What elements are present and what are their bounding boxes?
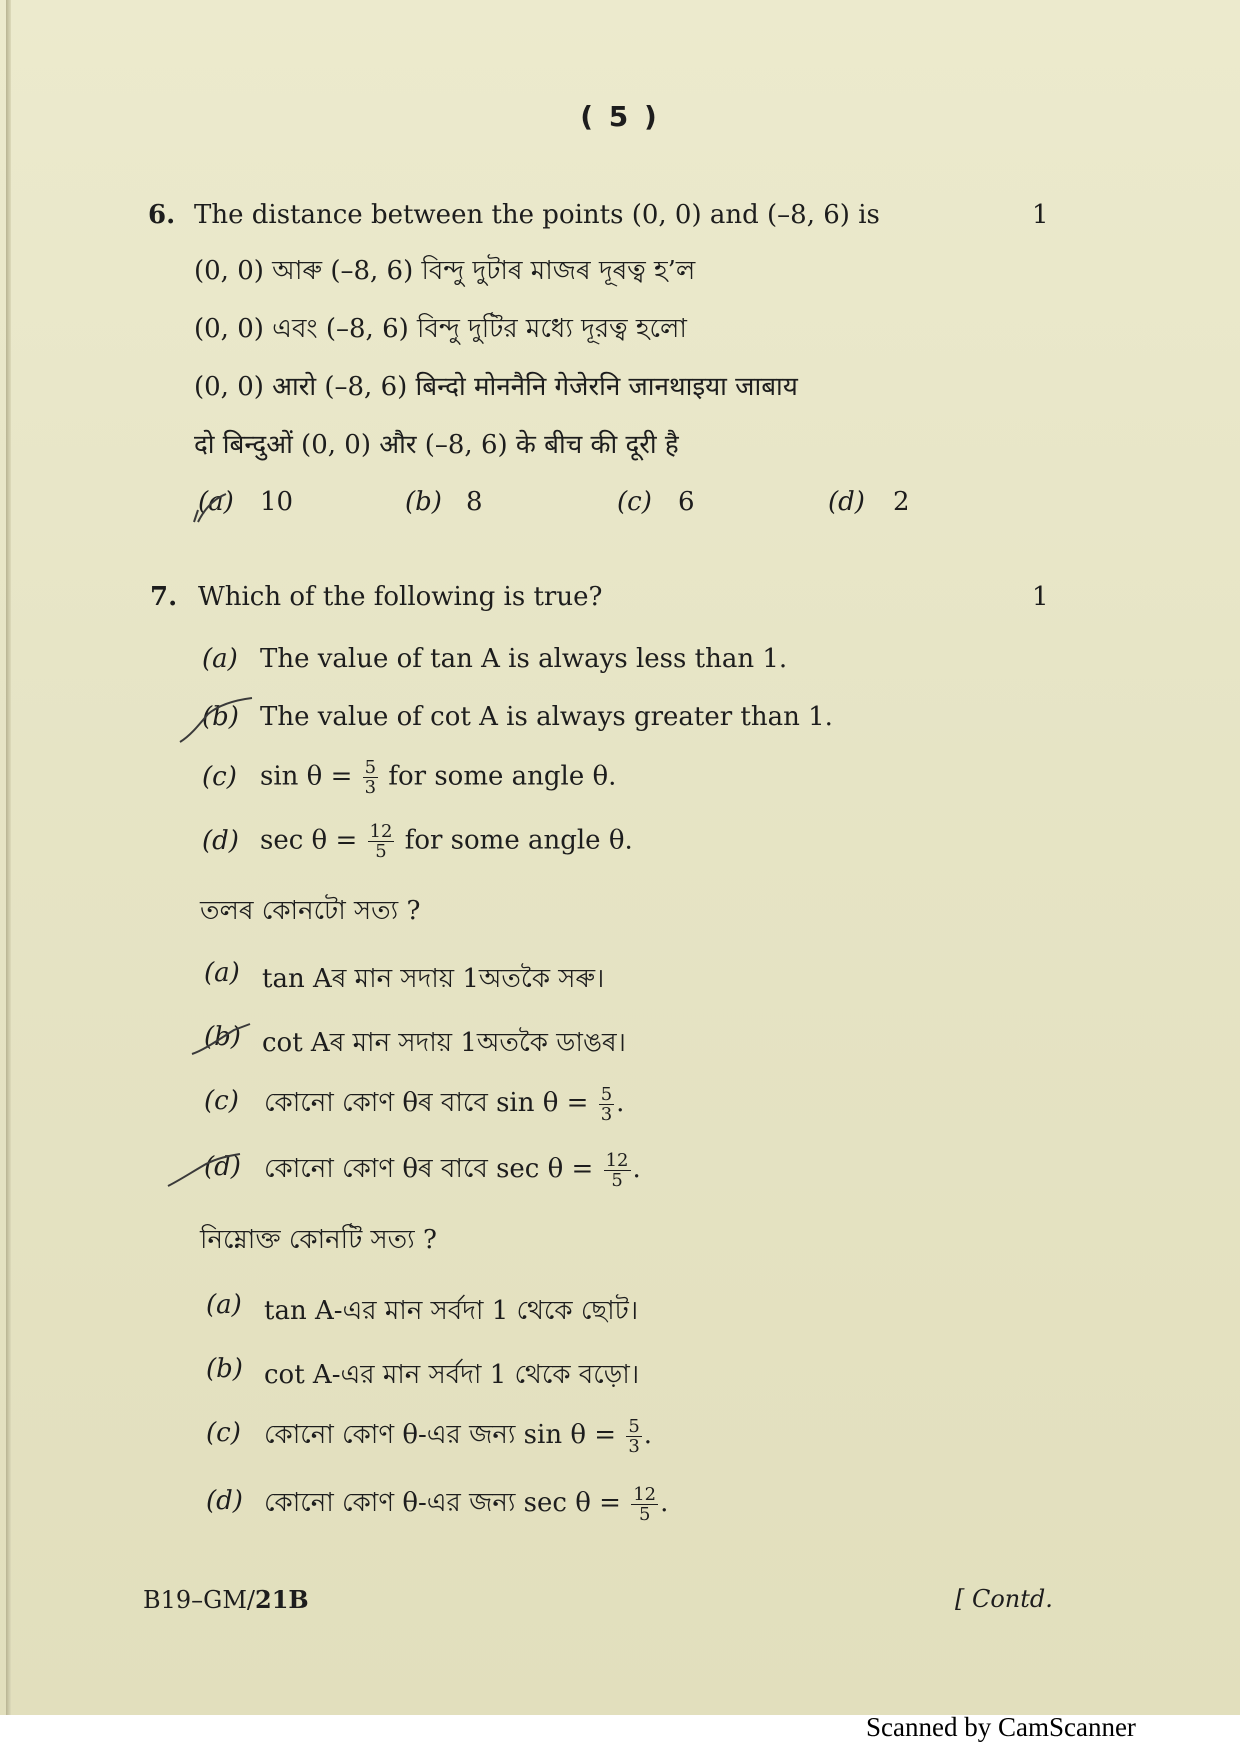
question-7-as-option-c-label: (c) [204, 1086, 239, 1116]
question-7-en-option-d-label: (d) [202, 826, 239, 856]
question-6-option-a-text: 10 [260, 487, 294, 517]
question-7-marks: 1 [1032, 582, 1049, 612]
question-7-as-option-b-label: (b) [204, 1022, 241, 1052]
question-7-bn-option-c-label: (c) [206, 1418, 241, 1448]
question-6-text-assamese: (0, 0) আৰু (–8, 6) বিন্দু দুটাৰ মাজৰ দূৰত্ব হ’ল [194, 256, 696, 286]
question-7-en-option-b-label: (b) [202, 702, 239, 732]
question-7-en-option-b-text: The value of cot A is always greater than 1. [260, 702, 833, 732]
question-6-option-d-label: (d) [828, 487, 865, 517]
question-7-bn-option-a-label: (a) [206, 1290, 242, 1320]
question-6-option-c-text: 6 [678, 487, 695, 517]
question-7-as-option-b-text: cot Aৰ মান সদায় 1অতকৈ ডাঙৰ। [262, 1028, 626, 1058]
question-7-as-option-d-label: (d) [204, 1152, 241, 1182]
question-6-option-a-label: (a) [198, 487, 234, 517]
question-7-bn-option-b-text: cot A-এর মান সর্বদা 1 থেকে বড়ো। [264, 1360, 640, 1390]
question-7-as-option-a-label: (a) [204, 958, 240, 988]
question-7-bn-option-b-label: (b) [206, 1354, 243, 1384]
fraction-5-over-3: $\frac{5}{3}$ [600, 1083, 613, 1125]
question-6-option-d-text: 2 [893, 487, 910, 517]
fraction-12-over-5: $\frac{12}{5}$ [369, 821, 393, 862]
question-7-en-option-a-label: (a) [202, 644, 238, 674]
question-7-bn-option-d-label: (d) [206, 1486, 243, 1516]
question-7-number: 7. [150, 582, 178, 612]
scanner-watermark: Scanned by CamScanner [866, 1712, 1136, 1742]
fraction-5-over-3: $\frac{5}{3}$ [628, 1415, 640, 1457]
question-6-text-bengali: (0, 0) এবং (–8, 6) বিন্দু দুটির মধ্যে দূরত্ব হলো [194, 314, 687, 344]
fraction-12-over-5: $\frac{12}{5}$ [633, 1483, 657, 1525]
question-7-en-option-a-text: The value of tan A is always less than 1. [260, 644, 788, 674]
question-7-bn-option-a-text: tan A-এর মান সর্বদা 1 থেকে ছোট। [264, 1296, 639, 1326]
paper-code: B19–GM/21B [143, 1585, 309, 1614]
question-6-text-bodo: (0, 0) आरो (–8, 6) बिन्दो मोननैनि गेजेरनि जानथाइया जाबाय [194, 372, 798, 402]
question-7-text-english: Which of the following is true? [198, 582, 603, 612]
question-6-option-c-label: (c) [617, 487, 652, 517]
continued-label: [ Contd. [955, 1585, 1053, 1613]
question-7-en-option-c-label: (c) [202, 762, 237, 792]
question-6-text-hindi: दो बिन्दुओं (0, 0) और (–8, 6) के बीच की दूरी है [194, 430, 679, 460]
question-7-text-assamese: তলৰ কোনটো সত্য ? [200, 896, 421, 926]
fraction-5-over-3: $\frac{5}{3}$ [364, 757, 377, 798]
question-6-option-b-text: 8 [466, 487, 483, 517]
question-7-as-option-d-text: কোনো কোণ θৰ বাবে sec θ = $\frac{12}{5}$ . [264, 1149, 641, 1191]
question-7-bn-option-c-text: কোনো কোণ θ-এর জন্য sin θ = $\frac{5}{3}$ . [264, 1415, 653, 1457]
question-6-number: 6. [148, 200, 176, 230]
question-7-text-bengali: নিম্নোক্ত কোনটি সত্য ? [200, 1225, 437, 1255]
question-7-en-option-c-text: sin θ = $\frac{5}{3}$ for some angle θ. [260, 757, 617, 798]
question-7-as-option-c-text: কোনো কোণ θৰ বাবে sin θ = $\frac{5}{3}$ . [264, 1083, 625, 1125]
question-7-bn-option-d-text: কোনো কোণ θ-এর জন্য sec θ = $\frac{12}{5}$ . [264, 1483, 669, 1525]
question-7-en-option-d-text: sec θ = $\frac{12}{5}$ for some angle θ. [260, 821, 633, 862]
fraction-12-over-5: $\frac{12}{5}$ [605, 1149, 629, 1191]
question-6-text-english: The distance between the points (0, 0) and (–8, 6) is [194, 200, 880, 230]
question-7-as-option-a-text: tan Aৰ মান সদায় 1অতকৈ সৰু। [262, 964, 605, 994]
question-6-option-b-label: (b) [405, 487, 442, 517]
question-6-marks: 1 [1032, 200, 1049, 230]
page-number: ( 5 ) [580, 100, 660, 133]
